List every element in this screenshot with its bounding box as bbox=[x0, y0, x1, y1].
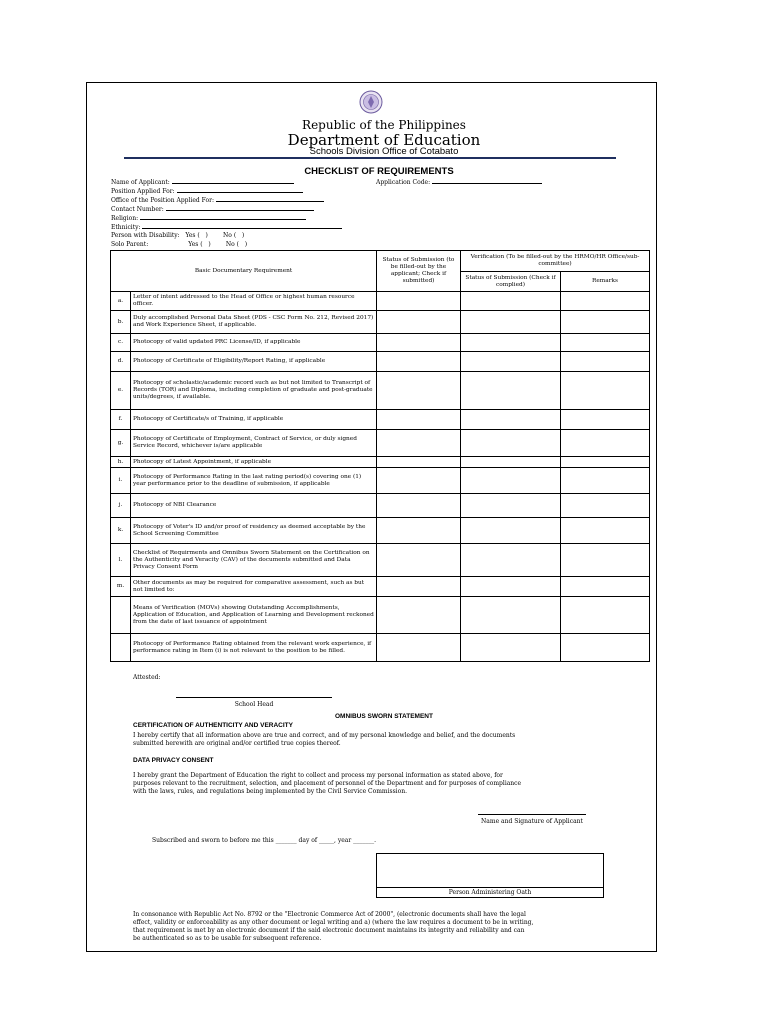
footer-text-line-4: be authenticated so as to be usable for subsequent reference. bbox=[133, 935, 322, 942]
row-letter: g. bbox=[111, 430, 131, 457]
row-requirement: Photocopy of Certificate of Employment, Contract of Service, or duly signed Service Record, whichever is/are applicable bbox=[131, 430, 377, 457]
school-head-label: School Head bbox=[234, 701, 274, 708]
applicant-signature-line bbox=[478, 814, 586, 815]
position-label: Position Applied For: bbox=[111, 188, 177, 195]
footer-text-line-1: In consonance with Republic Act No. 8792 or the "Electronic Commerce Act of 2000", (electronic documents shall have the legal bbox=[133, 911, 526, 918]
row-requirement: Photocopy of Certificate of Eligibility/Report Rating, if applicable bbox=[131, 352, 377, 372]
row-requirement: Checklist of Requirments and Omnibus Sworn Statement on the Certification on the Authenticity and Veracity (CAV) of the documents submitted and Data Privacy Consent Form bbox=[131, 544, 377, 577]
row-letter: k. bbox=[111, 518, 131, 544]
remarks-cell[interactable] bbox=[561, 292, 650, 311]
omnibus-heading: OMNIBUS SWORN STATEMENT bbox=[335, 713, 433, 720]
verif-cell[interactable] bbox=[461, 352, 561, 372]
row-requirement: Photocopy of Performance Rating obtained from the relevant work experience, if performance rating in Item (i) is not relevant to the position to be filled. bbox=[131, 634, 377, 662]
school-head-signature-line bbox=[176, 697, 332, 698]
verif-cell[interactable] bbox=[461, 518, 561, 544]
status-cell[interactable] bbox=[377, 352, 461, 372]
division-heading: Schools Division Office of Cotabato bbox=[309, 146, 459, 157]
table-row bbox=[111, 457, 650, 468]
row-letter: m. bbox=[111, 577, 131, 597]
privacy-text-line-1: I hereby grant the Department of Education the right to collect and process my personal information as stated above, for bbox=[133, 772, 503, 779]
republic-heading: Republic of the Philippines bbox=[302, 118, 466, 132]
row-letter: b. bbox=[111, 311, 131, 334]
verif-cell[interactable] bbox=[461, 597, 561, 634]
verif-cell[interactable] bbox=[461, 577, 561, 597]
verif-cell[interactable] bbox=[461, 372, 561, 410]
table-row bbox=[111, 430, 650, 457]
status-cell[interactable] bbox=[377, 518, 461, 544]
row-requirement: Photocopy of Performance Rating in the last rating period(s) covering one (1) year performance prior to the deadline of submission, if applicable bbox=[131, 468, 377, 494]
privacy-text-line-2: purposes relevant to the recruitment, selection, and placement of personnel of the Department and for purposes of compliance bbox=[133, 780, 522, 787]
row-requirement: Photocopy of Latest Appointment, if applicable bbox=[131, 457, 377, 468]
table-row bbox=[111, 634, 650, 662]
table-row bbox=[111, 311, 650, 334]
status-cell[interactable] bbox=[377, 372, 461, 410]
verif-cell[interactable] bbox=[461, 468, 561, 494]
attested-label: Attested: bbox=[133, 674, 161, 681]
oath-label: Person Administering Oath bbox=[448, 889, 532, 896]
row-letter: l. bbox=[111, 544, 131, 577]
remarks-cell[interactable] bbox=[561, 494, 650, 518]
col-header-status: Status of Submission (to be filled-out by the applicant; Check if submitted) bbox=[377, 251, 461, 292]
row-letter: c. bbox=[111, 334, 131, 352]
form-title: CHECKLIST OF REQUIREMENTS bbox=[304, 166, 454, 177]
table-row bbox=[111, 494, 650, 518]
status-cell[interactable] bbox=[377, 597, 461, 634]
row-letter: h. bbox=[111, 457, 131, 468]
deped-seal-icon bbox=[359, 90, 383, 114]
row-letter: j. bbox=[111, 494, 131, 518]
remarks-cell[interactable] bbox=[561, 311, 650, 334]
footer-text-line-3: that requirement is met by an electronic document if the said electronic document maintains its integrity and reliability and can bbox=[133, 927, 525, 934]
status-cell[interactable] bbox=[377, 468, 461, 494]
status-cell[interactable] bbox=[377, 577, 461, 597]
table-row bbox=[111, 468, 650, 494]
row-requirement: Photocopy of Certificate/s of Training, if applicable bbox=[131, 410, 377, 430]
row-letter bbox=[111, 634, 131, 662]
row-letter: f. bbox=[111, 410, 131, 430]
remarks-cell[interactable] bbox=[561, 577, 650, 597]
status-cell[interactable] bbox=[377, 292, 461, 311]
table-row bbox=[111, 577, 650, 597]
col-header-remarks: Remarks bbox=[561, 272, 650, 292]
privacy-heading: DATA PRIVACY CONSENT bbox=[133, 757, 214, 764]
table-row bbox=[111, 334, 650, 352]
office-label: Office of the Position Applied For: bbox=[111, 197, 216, 204]
remarks-cell[interactable] bbox=[561, 334, 650, 352]
remarks-cell[interactable] bbox=[561, 352, 650, 372]
certification-text-line-2: submitted herewith are original and/or certified true copies thereof. bbox=[133, 740, 341, 747]
table-row bbox=[111, 518, 650, 544]
table-row bbox=[111, 292, 650, 311]
remarks-cell[interactable] bbox=[561, 544, 650, 577]
verif-cell[interactable] bbox=[461, 634, 561, 662]
row-requirement: Photocopy of Voter's ID and/or proof of residency as deemed acceptable by the School Screening Committee bbox=[131, 518, 377, 544]
status-cell[interactable] bbox=[377, 494, 461, 518]
table-row bbox=[111, 352, 650, 372]
remarks-cell[interactable] bbox=[561, 468, 650, 494]
certification-text-line-1: I hereby certify that all information above are true and correct, and of my personal knowledge and belief, and the documents bbox=[133, 732, 516, 739]
verif-cell[interactable] bbox=[461, 430, 561, 457]
oath-signature-line bbox=[376, 887, 604, 888]
table-row bbox=[111, 410, 650, 430]
position-field[interactable] bbox=[111, 187, 303, 195]
verif-cell[interactable] bbox=[461, 494, 561, 518]
certification-heading: CERTIFICATION OF AUTHENTICITY AND VERACITY bbox=[133, 722, 293, 729]
row-letter: a. bbox=[111, 292, 131, 311]
table-row bbox=[111, 544, 650, 577]
contact-field[interactable] bbox=[111, 205, 314, 213]
row-requirement: Letter of intent addressed to the Head of Office or highest human resource officer. bbox=[131, 292, 377, 311]
remarks-cell[interactable] bbox=[561, 518, 650, 544]
verif-cell[interactable] bbox=[461, 544, 561, 577]
requirements-table bbox=[110, 250, 650, 662]
status-cell[interactable] bbox=[377, 430, 461, 457]
verif-cell[interactable] bbox=[461, 410, 561, 430]
solo-parent-field[interactable]: Solo Parent: Yes ( ) No ( ) bbox=[111, 241, 248, 248]
row-requirement: Duly accomplished Personal Data Sheet (PDS - CSC Form No. 212, Revised 2017) and Work Experience Sheet, if applicable. bbox=[131, 311, 377, 334]
status-cell[interactable] bbox=[377, 544, 461, 577]
row-letter bbox=[111, 597, 131, 634]
remarks-cell[interactable] bbox=[561, 597, 650, 634]
status-cell[interactable] bbox=[377, 410, 461, 430]
table-row bbox=[111, 372, 650, 410]
religion-label: Religion: bbox=[111, 215, 141, 222]
applicant-name-label: Name of Applicant: bbox=[111, 179, 172, 186]
office-field[interactable] bbox=[111, 196, 324, 204]
row-letter: e. bbox=[111, 372, 131, 410]
status-cell[interactable] bbox=[377, 634, 461, 662]
department-heading: Department of Education bbox=[287, 131, 481, 149]
row-requirement: Photocopy of valid updated PRC License/ID, if applicable bbox=[131, 334, 377, 352]
verif-cell[interactable] bbox=[461, 292, 561, 311]
remarks-cell[interactable] bbox=[561, 430, 650, 457]
applicant-signature-label: Name and Signature of Applicant bbox=[481, 818, 583, 825]
applicant-name-field[interactable] bbox=[111, 178, 294, 186]
remarks-cell[interactable] bbox=[561, 410, 650, 430]
ethnicity-label: Ethnicity: bbox=[111, 224, 143, 231]
verif-cell[interactable] bbox=[461, 334, 561, 352]
header-rule bbox=[124, 157, 616, 159]
status-cell[interactable] bbox=[377, 334, 461, 352]
contact-label: Contact Number: bbox=[111, 206, 166, 213]
ethnicity-field[interactable] bbox=[111, 223, 342, 231]
col-header-verif-status: Status of Submission (Check if complied) bbox=[461, 272, 561, 292]
subscribed-text: Subscribed and sworn to before me this _______ day of _____, year _______. bbox=[152, 837, 377, 844]
row-letter: i. bbox=[111, 468, 131, 494]
row-letter: d. bbox=[111, 352, 131, 372]
col-header-verification: Verification (To be filled-out by the HRMO/HR Office/sub-committee) bbox=[461, 251, 650, 272]
status-cell[interactable] bbox=[377, 311, 461, 334]
row-requirement: Means of Verification (MOVs) showing Outstanding Accomplishments, Application of Education, and Application of Learning and Development reckoned from the date of last issuance of appointment bbox=[131, 597, 377, 634]
remarks-cell[interactable] bbox=[561, 372, 650, 410]
remarks-cell[interactable] bbox=[561, 457, 650, 468]
row-requirement: Photocopy of NBI Clearance bbox=[131, 494, 377, 518]
verif-cell[interactable] bbox=[461, 311, 561, 334]
remarks-cell[interactable] bbox=[561, 634, 650, 662]
application-code-field[interactable] bbox=[376, 178, 542, 186]
row-requirement: Other documents as may be required for comparative assessment, such as but not limited to: bbox=[131, 577, 377, 597]
verif-cell[interactable] bbox=[461, 457, 561, 468]
footer-text-line-2: effect, validity or enforceability as any other document or legal writing and a) (where the law requires a document to be in writing, bbox=[133, 919, 534, 926]
table-row bbox=[111, 597, 650, 634]
row-requirement: Photocopy of scholastic/academic record such as but not limited to Transcript of Records (TOR) and Diploma, including completion of graduate and post-graduate units/degrees, if available. bbox=[131, 372, 377, 410]
col-header-requirement: Basic Documentary Requirement bbox=[111, 251, 377, 292]
status-cell[interactable] bbox=[377, 457, 461, 468]
religion-field[interactable] bbox=[111, 214, 306, 222]
pwd-field[interactable]: Person with Disability: Yes ( ) No ( ) bbox=[111, 232, 245, 239]
privacy-text-line-3: with the laws, rules, and regulations being implemented by the Civil Service Commission. bbox=[133, 788, 407, 795]
application-code-label: Application Code: bbox=[376, 179, 433, 186]
